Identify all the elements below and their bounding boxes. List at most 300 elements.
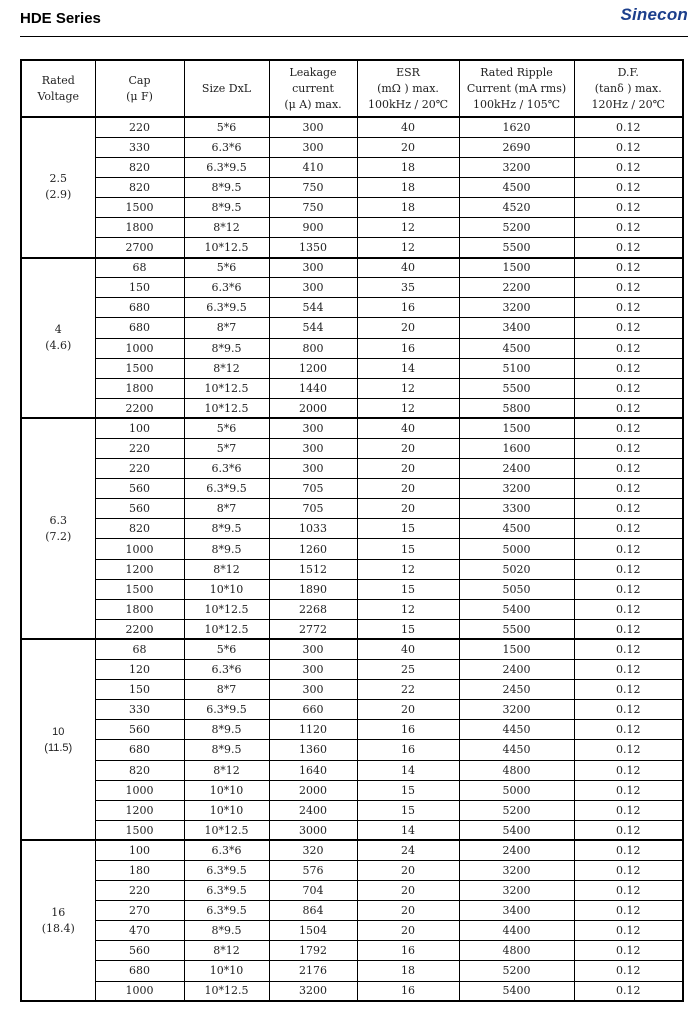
cell-ripple: 4800: [459, 941, 574, 961]
cell-leakage: 300: [269, 278, 357, 298]
cell-df: 0.12: [574, 921, 683, 941]
cell-esr: 20: [357, 700, 459, 720]
cell-leakage: 1200: [269, 358, 357, 378]
cell-ripple: 5500: [459, 238, 574, 258]
cell-df: 0.12: [574, 539, 683, 559]
table-row: [21, 238, 683, 258]
cell-cap: 1800: [95, 217, 184, 237]
cell-df: 0.12: [574, 860, 683, 880]
cell-ripple: 5200: [459, 961, 574, 981]
cell-ripple: 1600: [459, 439, 574, 459]
table-row: [21, 660, 683, 680]
cell-leakage: 300: [269, 439, 357, 459]
cell-size: 10*12.5: [184, 981, 269, 1001]
cell-df: 0.12: [574, 459, 683, 479]
cell-leakage: 2000: [269, 780, 357, 800]
cell-esr: 12: [357, 238, 459, 258]
cell-leakage: 1120: [269, 720, 357, 740]
cell-ripple: 1500: [459, 418, 574, 438]
cell-size: 8*12: [184, 559, 269, 579]
cell-size: 6.3*6: [184, 278, 269, 298]
table-row: [21, 459, 683, 479]
cell-ripple: 5050: [459, 579, 574, 599]
header-line: D.F.: [617, 65, 639, 79]
table-row: [21, 740, 683, 760]
cell-esr: 20: [357, 318, 459, 338]
table-row: [21, 157, 683, 177]
cell-esr: 20: [357, 881, 459, 901]
table-row: [21, 539, 683, 559]
cell-size: 6.3*9.5: [184, 298, 269, 318]
cell-df: 0.12: [574, 137, 683, 157]
cell-esr: 15: [357, 519, 459, 539]
table-row: [21, 639, 683, 659]
cell-size: 6.3*6: [184, 137, 269, 157]
cell-cap: 1500: [95, 820, 184, 840]
cell-leakage: 1260: [269, 539, 357, 559]
cell-cap: 68: [95, 258, 184, 278]
cell-df: 0.12: [574, 418, 683, 438]
table-row: [21, 217, 683, 237]
cell-cap: 220: [95, 117, 184, 137]
cell-cap: 470: [95, 921, 184, 941]
cell-cap: 2200: [95, 398, 184, 418]
cell-leakage: 750: [269, 177, 357, 197]
cell-esr: 15: [357, 780, 459, 800]
table-row: [21, 137, 683, 157]
cell-leakage: 705: [269, 499, 357, 519]
cell-size: 8*7: [184, 680, 269, 700]
cell-cap: 820: [95, 760, 184, 780]
table-row: [21, 177, 683, 197]
brand-logo: Sinecon: [620, 5, 688, 24]
cell-leakage: 2000: [269, 398, 357, 418]
cell-ripple: 1500: [459, 639, 574, 659]
cell-cap: 150: [95, 680, 184, 700]
cell-leakage: 900: [269, 217, 357, 237]
cell-esr: 18: [357, 177, 459, 197]
table-row: [21, 479, 683, 499]
table-row: [21, 117, 683, 137]
cell-cap: 680: [95, 298, 184, 318]
cell-esr: 20: [357, 921, 459, 941]
cell-leakage: 2772: [269, 619, 357, 639]
header-line: Leakage: [289, 65, 337, 79]
table-row: [21, 358, 683, 378]
header-divider: [20, 36, 688, 37]
rated-voltage-value: 4: [54, 323, 62, 337]
cell-df: 0.12: [574, 197, 683, 217]
header-line: Size DxL: [201, 81, 252, 95]
surge-voltage-value: (18.4): [41, 921, 75, 935]
cell-df: 0.12: [574, 760, 683, 780]
rated-voltage-cell: [21, 418, 95, 639]
cell-cap: 270: [95, 901, 184, 921]
cell-ripple: 2450: [459, 680, 574, 700]
header-df: [574, 60, 683, 117]
cell-leakage: 300: [269, 418, 357, 438]
rated-voltage-cell: [21, 639, 95, 840]
cell-df: 0.12: [574, 559, 683, 579]
cell-df: 0.12: [574, 519, 683, 539]
cell-leakage: 2268: [269, 599, 357, 619]
cell-df: 0.12: [574, 278, 683, 298]
cell-cap: 560: [95, 499, 184, 519]
cell-ripple: 3200: [459, 860, 574, 880]
cell-leakage: 300: [269, 459, 357, 479]
cell-leakage: 576: [269, 860, 357, 880]
cell-esr: 16: [357, 981, 459, 1001]
cell-esr: 20: [357, 901, 459, 921]
cell-ripple: 5500: [459, 619, 574, 639]
cell-df: 0.12: [574, 740, 683, 760]
cell-esr: 18: [357, 157, 459, 177]
table-header: [21, 60, 683, 117]
cell-leakage: 864: [269, 901, 357, 921]
cell-df: 0.12: [574, 840, 683, 860]
cell-cap: 220: [95, 439, 184, 459]
cell-cap: 680: [95, 318, 184, 338]
cell-df: 0.12: [574, 177, 683, 197]
cell-ripple: 2200: [459, 278, 574, 298]
cell-ripple: 4400: [459, 921, 574, 941]
cell-size: 8*12: [184, 941, 269, 961]
cell-esr: 12: [357, 378, 459, 398]
cell-df: 0.12: [574, 318, 683, 338]
cell-esr: 40: [357, 418, 459, 438]
cell-ripple: 4450: [459, 720, 574, 740]
cell-esr: 18: [357, 197, 459, 217]
cell-leakage: 1792: [269, 941, 357, 961]
header-line: Rated Ripple: [480, 65, 553, 79]
cell-cap: 68: [95, 639, 184, 659]
cell-ripple: 5000: [459, 539, 574, 559]
table-row: [21, 981, 683, 1001]
cell-cap: 1000: [95, 981, 184, 1001]
cell-ripple: 3400: [459, 901, 574, 921]
cell-esr: 20: [357, 860, 459, 880]
cell-ripple: 3200: [459, 298, 574, 318]
cell-size: 8*7: [184, 318, 269, 338]
cell-cap: 2200: [95, 619, 184, 639]
cell-cap: 150: [95, 278, 184, 298]
cell-size: 6.3*9.5: [184, 700, 269, 720]
cell-df: 0.12: [574, 157, 683, 177]
cell-esr: 25: [357, 660, 459, 680]
table-row: [21, 760, 683, 780]
cell-size: 6.3*9.5: [184, 479, 269, 499]
cell-size: 10*12.5: [184, 599, 269, 619]
cell-size: 5*6: [184, 258, 269, 278]
cell-size: 8*9.5: [184, 539, 269, 559]
cell-size: 8*9.5: [184, 740, 269, 760]
table-row: [21, 700, 683, 720]
cell-esr: 35: [357, 278, 459, 298]
cell-ripple: 5800: [459, 398, 574, 418]
cell-cap: 100: [95, 418, 184, 438]
table-row: [21, 258, 683, 278]
table-row: [21, 579, 683, 599]
cell-size: 6.3*9.5: [184, 157, 269, 177]
surge-voltage-value: (7.2): [45, 529, 72, 543]
cell-leakage: 2400: [269, 800, 357, 820]
cell-leakage: 1640: [269, 760, 357, 780]
cell-cap: 820: [95, 177, 184, 197]
table-row: [21, 197, 683, 217]
cell-size: 5*6: [184, 639, 269, 659]
cell-df: 0.12: [574, 217, 683, 237]
cell-cap: 1000: [95, 338, 184, 358]
cell-df: 0.12: [574, 238, 683, 258]
cell-leakage: 2176: [269, 961, 357, 981]
cell-ripple: 2400: [459, 660, 574, 680]
cell-ripple: 5020: [459, 559, 574, 579]
table-row: [21, 418, 683, 438]
surge-voltage-value: (11.5): [44, 741, 73, 754]
cell-ripple: 5400: [459, 599, 574, 619]
header-line: current: [292, 81, 334, 95]
cell-cap: 1500: [95, 358, 184, 378]
cell-leakage: 1440: [269, 378, 357, 398]
cell-cap: 1800: [95, 599, 184, 619]
cell-size: 6.3*6: [184, 840, 269, 860]
cell-cap: 120: [95, 660, 184, 680]
table-body: [21, 117, 683, 1001]
table-row: [21, 720, 683, 740]
cell-size: 10*12.5: [184, 820, 269, 840]
spec-table: [20, 59, 684, 1002]
cell-esr: 15: [357, 579, 459, 599]
rated-voltage-value: 6.3: [49, 513, 67, 527]
cell-ripple: 3400: [459, 318, 574, 338]
cell-esr: 16: [357, 941, 459, 961]
cell-esr: 14: [357, 760, 459, 780]
cell-size: 6.3*9.5: [184, 860, 269, 880]
cell-leakage: 544: [269, 318, 357, 338]
rated-voltage-value: 2.5: [49, 172, 67, 186]
cell-df: 0.12: [574, 298, 683, 318]
table-row: [21, 278, 683, 298]
cell-cap: 330: [95, 137, 184, 157]
cell-leakage: 1512: [269, 559, 357, 579]
table-row: [21, 298, 683, 318]
cell-size: 8*12: [184, 760, 269, 780]
cell-size: 6.3*6: [184, 660, 269, 680]
header-ripple: [459, 60, 574, 117]
cell-df: 0.12: [574, 358, 683, 378]
table-row: [21, 941, 683, 961]
cell-esr: 12: [357, 599, 459, 619]
cell-esr: 20: [357, 499, 459, 519]
rated-voltage-cell: [21, 258, 95, 419]
header-row: [21, 60, 683, 117]
cell-cap: 1500: [95, 197, 184, 217]
table-row: [21, 800, 683, 820]
table-row: [21, 439, 683, 459]
rated-voltage-value: 16: [51, 905, 66, 919]
cell-esr: 18: [357, 961, 459, 981]
table-row: [21, 840, 683, 860]
cell-df: 0.12: [574, 439, 683, 459]
header-line: Current (mA rms): [466, 81, 567, 95]
cell-esr: 20: [357, 459, 459, 479]
cell-df: 0.12: [574, 258, 683, 278]
cell-df: 0.12: [574, 619, 683, 639]
cell-df: 0.12: [574, 941, 683, 961]
cell-ripple: 2400: [459, 459, 574, 479]
cell-df: 0.12: [574, 499, 683, 519]
header-size: [184, 60, 269, 117]
cell-cap: 1200: [95, 559, 184, 579]
header-line: ESR: [396, 65, 420, 79]
cell-ripple: 5400: [459, 981, 574, 1001]
cell-ripple: 4500: [459, 519, 574, 539]
table-row: [21, 820, 683, 840]
cell-size: 6.3*9.5: [184, 881, 269, 901]
cell-df: 0.12: [574, 117, 683, 137]
cell-esr: 16: [357, 298, 459, 318]
header-leakage: [269, 60, 357, 117]
cell-ripple: 1620: [459, 117, 574, 137]
table-row: [21, 680, 683, 700]
cell-size: 10*12.5: [184, 619, 269, 639]
cell-leakage: 705: [269, 479, 357, 499]
cell-esr: 20: [357, 137, 459, 157]
cell-ripple: 5200: [459, 217, 574, 237]
table-row: [21, 499, 683, 519]
cell-leakage: 300: [269, 137, 357, 157]
header-cap: [95, 60, 184, 117]
cell-cap: 100: [95, 840, 184, 860]
rated-voltage-cell: [21, 117, 95, 258]
cell-ripple: 3200: [459, 157, 574, 177]
cell-cap: 220: [95, 881, 184, 901]
cell-leakage: 300: [269, 117, 357, 137]
cell-ripple: 4520: [459, 197, 574, 217]
cell-df: 0.12: [574, 378, 683, 398]
cell-size: 10*10: [184, 800, 269, 820]
cell-ripple: 4800: [459, 760, 574, 780]
header-line: Voltage: [37, 89, 80, 103]
cell-cap: 1500: [95, 579, 184, 599]
table-row: [21, 961, 683, 981]
cell-size: 10*10: [184, 780, 269, 800]
cell-size: 6.3*9.5: [184, 901, 269, 921]
series-title: HDE Series: [20, 10, 101, 27]
table-row: [21, 378, 683, 398]
cell-df: 0.12: [574, 599, 683, 619]
cell-size: 8*9.5: [184, 519, 269, 539]
header-line: 100kHz / 20℃: [367, 97, 449, 111]
cell-size: 8*9.5: [184, 921, 269, 941]
cell-esr: 40: [357, 258, 459, 278]
cell-cap: 820: [95, 519, 184, 539]
table-row: [21, 519, 683, 539]
cell-leakage: 300: [269, 660, 357, 680]
surge-voltage-value: (4.6): [45, 339, 72, 353]
surge-voltage-value: (2.9): [45, 188, 72, 202]
cell-esr: 15: [357, 539, 459, 559]
header-line: (tanδ ) max.: [594, 81, 662, 95]
cell-df: 0.12: [574, 660, 683, 680]
cell-esr: 12: [357, 398, 459, 418]
cell-cap: 330: [95, 700, 184, 720]
cell-ripple: 5200: [459, 800, 574, 820]
cell-ripple: 5000: [459, 780, 574, 800]
cell-df: 0.12: [574, 780, 683, 800]
rated-voltage-cell: [21, 840, 95, 1001]
cell-ripple: 3200: [459, 881, 574, 901]
header-line: (mΩ ) max.: [377, 81, 439, 95]
cell-leakage: 1504: [269, 921, 357, 941]
cell-esr: 20: [357, 479, 459, 499]
cell-cap: 1000: [95, 780, 184, 800]
cell-ripple: 5400: [459, 820, 574, 840]
cell-cap: 560: [95, 720, 184, 740]
cell-df: 0.12: [574, 479, 683, 499]
cell-ripple: 2690: [459, 137, 574, 157]
header-line: (μ A) max.: [284, 97, 342, 111]
cell-ripple: 3200: [459, 700, 574, 720]
rated-voltage-value: 10: [52, 725, 65, 738]
cell-esr: 15: [357, 800, 459, 820]
cell-df: 0.12: [574, 881, 683, 901]
cell-esr: 12: [357, 559, 459, 579]
cell-esr: 22: [357, 680, 459, 700]
cell-df: 0.12: [574, 579, 683, 599]
cell-df: 0.12: [574, 720, 683, 740]
cell-cap: 180: [95, 860, 184, 880]
cell-leakage: 300: [269, 258, 357, 278]
table-row: [21, 921, 683, 941]
cell-size: 8*12: [184, 217, 269, 237]
cell-leakage: 704: [269, 881, 357, 901]
cell-leakage: 544: [269, 298, 357, 318]
cell-leakage: 1890: [269, 579, 357, 599]
cell-size: 8*7: [184, 499, 269, 519]
cell-df: 0.12: [574, 981, 683, 1001]
cell-leakage: 750: [269, 197, 357, 217]
cell-size: 10*10: [184, 961, 269, 981]
cell-leakage: 300: [269, 639, 357, 659]
cell-df: 0.12: [574, 800, 683, 820]
cell-cap: 680: [95, 740, 184, 760]
cell-df: 0.12: [574, 338, 683, 358]
table-row: [21, 881, 683, 901]
cell-esr: 40: [357, 639, 459, 659]
header-rated-voltage: [21, 60, 95, 117]
cell-cap: 1000: [95, 539, 184, 559]
cell-esr: 14: [357, 820, 459, 840]
cell-ripple: 4500: [459, 177, 574, 197]
cell-leakage: 300: [269, 680, 357, 700]
cell-esr: 40: [357, 117, 459, 137]
table-row: [21, 860, 683, 880]
cell-df: 0.12: [574, 700, 683, 720]
cell-cap: 2700: [95, 238, 184, 258]
cell-cap: 1200: [95, 800, 184, 820]
table-row: [21, 599, 683, 619]
cell-leakage: 3000: [269, 820, 357, 840]
table-row: [21, 901, 683, 921]
cell-size: 8*9.5: [184, 720, 269, 740]
cell-ripple: 4450: [459, 740, 574, 760]
cell-ripple: 5100: [459, 358, 574, 378]
cell-size: 10*12.5: [184, 398, 269, 418]
table-row: [21, 318, 683, 338]
cell-size: 8*12: [184, 358, 269, 378]
cell-df: 0.12: [574, 639, 683, 659]
